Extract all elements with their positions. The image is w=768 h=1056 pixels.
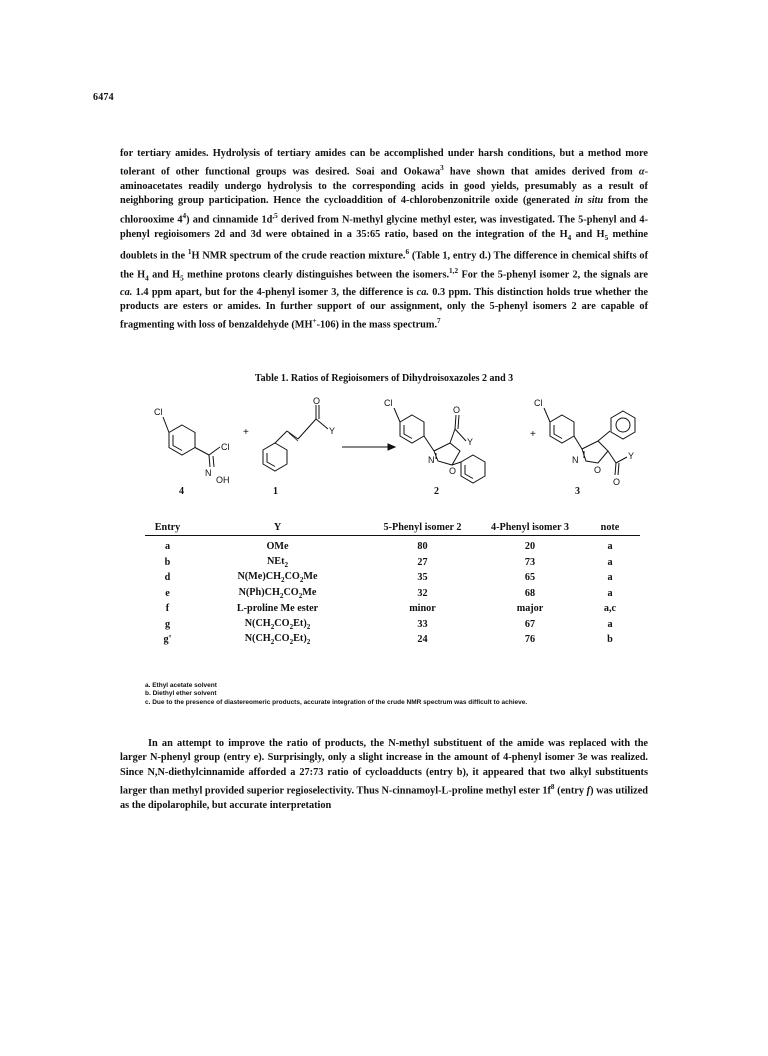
cell-iso3: 20: [524, 541, 536, 553]
atom-n-4: N: [205, 468, 212, 478]
compound-label-2: 2: [434, 486, 439, 497]
table-header-row: [145, 522, 640, 536]
header-y: Y: [190, 522, 365, 536]
header-4-phenyl: 4-Phenyl isomer 3: [480, 522, 580, 536]
atom-cl-3: Cl: [534, 398, 543, 408]
atom-cl-4: Cl: [154, 407, 163, 417]
cell-entry: g': [163, 634, 172, 646]
cell-iso2: 33: [417, 618, 428, 630]
paragraph-2: [120, 737, 648, 813]
table-row: [145, 586, 640, 602]
atom-y-2: Y: [467, 437, 474, 447]
atom-o-3: O: [613, 477, 621, 487]
cell-y: $N(CH_2CO_2Et)_2$: [244, 633, 311, 647]
cell-entry: e: [165, 587, 170, 599]
cell-iso3: 73: [524, 556, 536, 568]
cell-y: $N(Ph)CH_2CO_2Me$: [238, 586, 317, 600]
cell-y: $N(Me)CH_2CO_2Me$: [237, 571, 318, 585]
table-row: [145, 570, 640, 586]
compound-label-3: 3: [575, 486, 580, 497]
compound-1-structure: [263, 405, 328, 471]
plus-sign-1: +: [243, 427, 249, 438]
cell-entry: f: [165, 603, 170, 615]
cell-iso3: 65: [524, 572, 536, 584]
cell-iso3: major: [516, 603, 544, 615]
atom-n-3: N: [572, 455, 579, 465]
atom-o-2: O: [453, 405, 461, 415]
atom-o-1: O: [313, 396, 321, 406]
cell-iso2: 32: [417, 587, 428, 599]
table-row: [145, 555, 640, 571]
cell-note: a: [607, 587, 613, 599]
compound-label-1: 1: [273, 486, 278, 497]
cell-entry: a: [164, 541, 171, 553]
cell-iso3: 67: [524, 618, 536, 630]
cell-iso3: 76: [524, 634, 536, 646]
header-5-phenyl: 5-Phenyl isomer 2: [365, 522, 480, 536]
atom-y-3: Y: [628, 451, 635, 461]
regioisomer-table: [145, 522, 640, 648]
paragraph-1-text: for tertiary amides. Hydrolysis of tertiary amides can be accomplished under harsh conditions, but a method more tolerant of other functional groups was desired. Soai and Ookawa$^3$ have shown that amides derived from α-aminoacetates readily undergo hydrolysis to the corresponding acids in good yields, presumably as a result of neighboring group participation. Hence the cycloaddition of 4-chlorobenzonitrile oxide (generated in situ from the chlorooxime $4^4$) and cinnamide $1d^{,5}$ derived from N-methyl glycine methyl ester, was investigated. The 5-phenyl and 4-phenyl regioisomers 2d and 3d were obtained in a 35:65 ratio, based on the integration of the $H_4$ and $H_5$ methine doublets in the $^1$H NMR spectrum of the crude reaction mixture.$^6$ (Table 1, entry d.) The difference in chemical shifts of the $H_4$ and $H_5$ methine protons clearly distinguishes between the isomers.$^{1,2}$ For the 5-phenyl isomer 2, the signals are ca. 1.4 ppm apart, but for the 4-phenyl isomer 3, the difference is ca. 0.3 ppm. This distinction holds true whether the products are esters or amides. In further support of our assignment, only the 5-phenyl isomers 2 are capable of fragmenting with loss of benzaldehyde (MH+-106) in the mass spectrum.$^7$: [120, 148, 649, 331]
atom-n-2: N: [428, 455, 435, 465]
atom-y-1: Y: [329, 426, 336, 436]
table-row: [145, 601, 640, 617]
cell-y: NEt$_2$: [266, 555, 289, 569]
table-body: [145, 536, 640, 648]
paragraph-2-text: In an attempt to improve the ratio of products, the N-methyl substituent of the amide was replaced with the larger N-phenyl group (entry e). Surprisingly, only a slight increase in the amount of 4-phenyl isomer 3e was realized. Since N,N-diethylcinnamide afforded a 27:73 ratio of cycloadducts (entry b), it appeared that two alkyl substituents larger than methyl provided superior regioselectivity. Thus N-cinnamoyl-L-proline methyl ester $1f^8$ (entry f) was utilized as the dipolarophile, but accurate interpretation: [120, 738, 648, 811]
footnote-b: b. Diethyl ether solvent: [145, 690, 217, 698]
cell-note: a: [607, 556, 613, 568]
compound-labels: [0, 486, 768, 500]
cell-iso2: 24: [417, 634, 428, 646]
table-row: [145, 632, 640, 648]
page-number: 6474: [93, 92, 114, 103]
cell-y: OMe: [266, 541, 289, 553]
header-entry: Entry: [145, 522, 190, 536]
compound-4-structure: [163, 417, 220, 467]
atom-oh-4: OH: [216, 475, 230, 485]
cell-entry: g: [164, 618, 171, 630]
cell-entry: b: [164, 556, 171, 568]
cell-iso2: 27: [417, 556, 428, 568]
cell-note: a: [607, 541, 613, 553]
cell-note: b: [607, 634, 613, 646]
cell-iso3: 68: [524, 587, 536, 599]
cell-iso2: 35: [417, 572, 428, 584]
atom-o-3-ring: O: [594, 465, 602, 475]
atom-cl-2: Cl: [384, 398, 393, 408]
cell-iso2: 80: [417, 541, 428, 553]
cell-y: L-proline Me ester: [236, 603, 319, 615]
atom-o-2-ring: O: [449, 466, 457, 476]
compound-3-structure: [544, 408, 635, 475]
footnote-a: a. Ethyl acetate solvent: [145, 682, 217, 689]
cell-y: $N(CH_2CO_2Et)_2$: [244, 617, 311, 631]
table-row: [145, 617, 640, 633]
table-row: [145, 536, 640, 555]
reaction-arrow: [342, 444, 395, 450]
atom-cl-4b: Cl: [221, 442, 230, 452]
cell-note: a,c: [603, 603, 617, 615]
cell-entry: d: [164, 572, 171, 584]
cell-note: a: [607, 618, 613, 630]
header-note: note: [580, 522, 640, 536]
footnote-c: c. Due to the presence of diastereomeric products, accurate integration of the crude NMR spectrum was difficult to achieve.: [145, 698, 528, 706]
compound-label-4: 4: [179, 486, 184, 497]
paragraph-1: [120, 147, 648, 333]
plus-sign-2: +: [530, 429, 536, 440]
cell-note: a: [607, 572, 613, 584]
table-caption: Table 1. Ratios of Regioisomers of Dihydroisoxazoles 2 and 3: [254, 373, 514, 384]
table-footnotes: [145, 682, 527, 707]
cell-iso2: minor: [409, 603, 436, 615]
